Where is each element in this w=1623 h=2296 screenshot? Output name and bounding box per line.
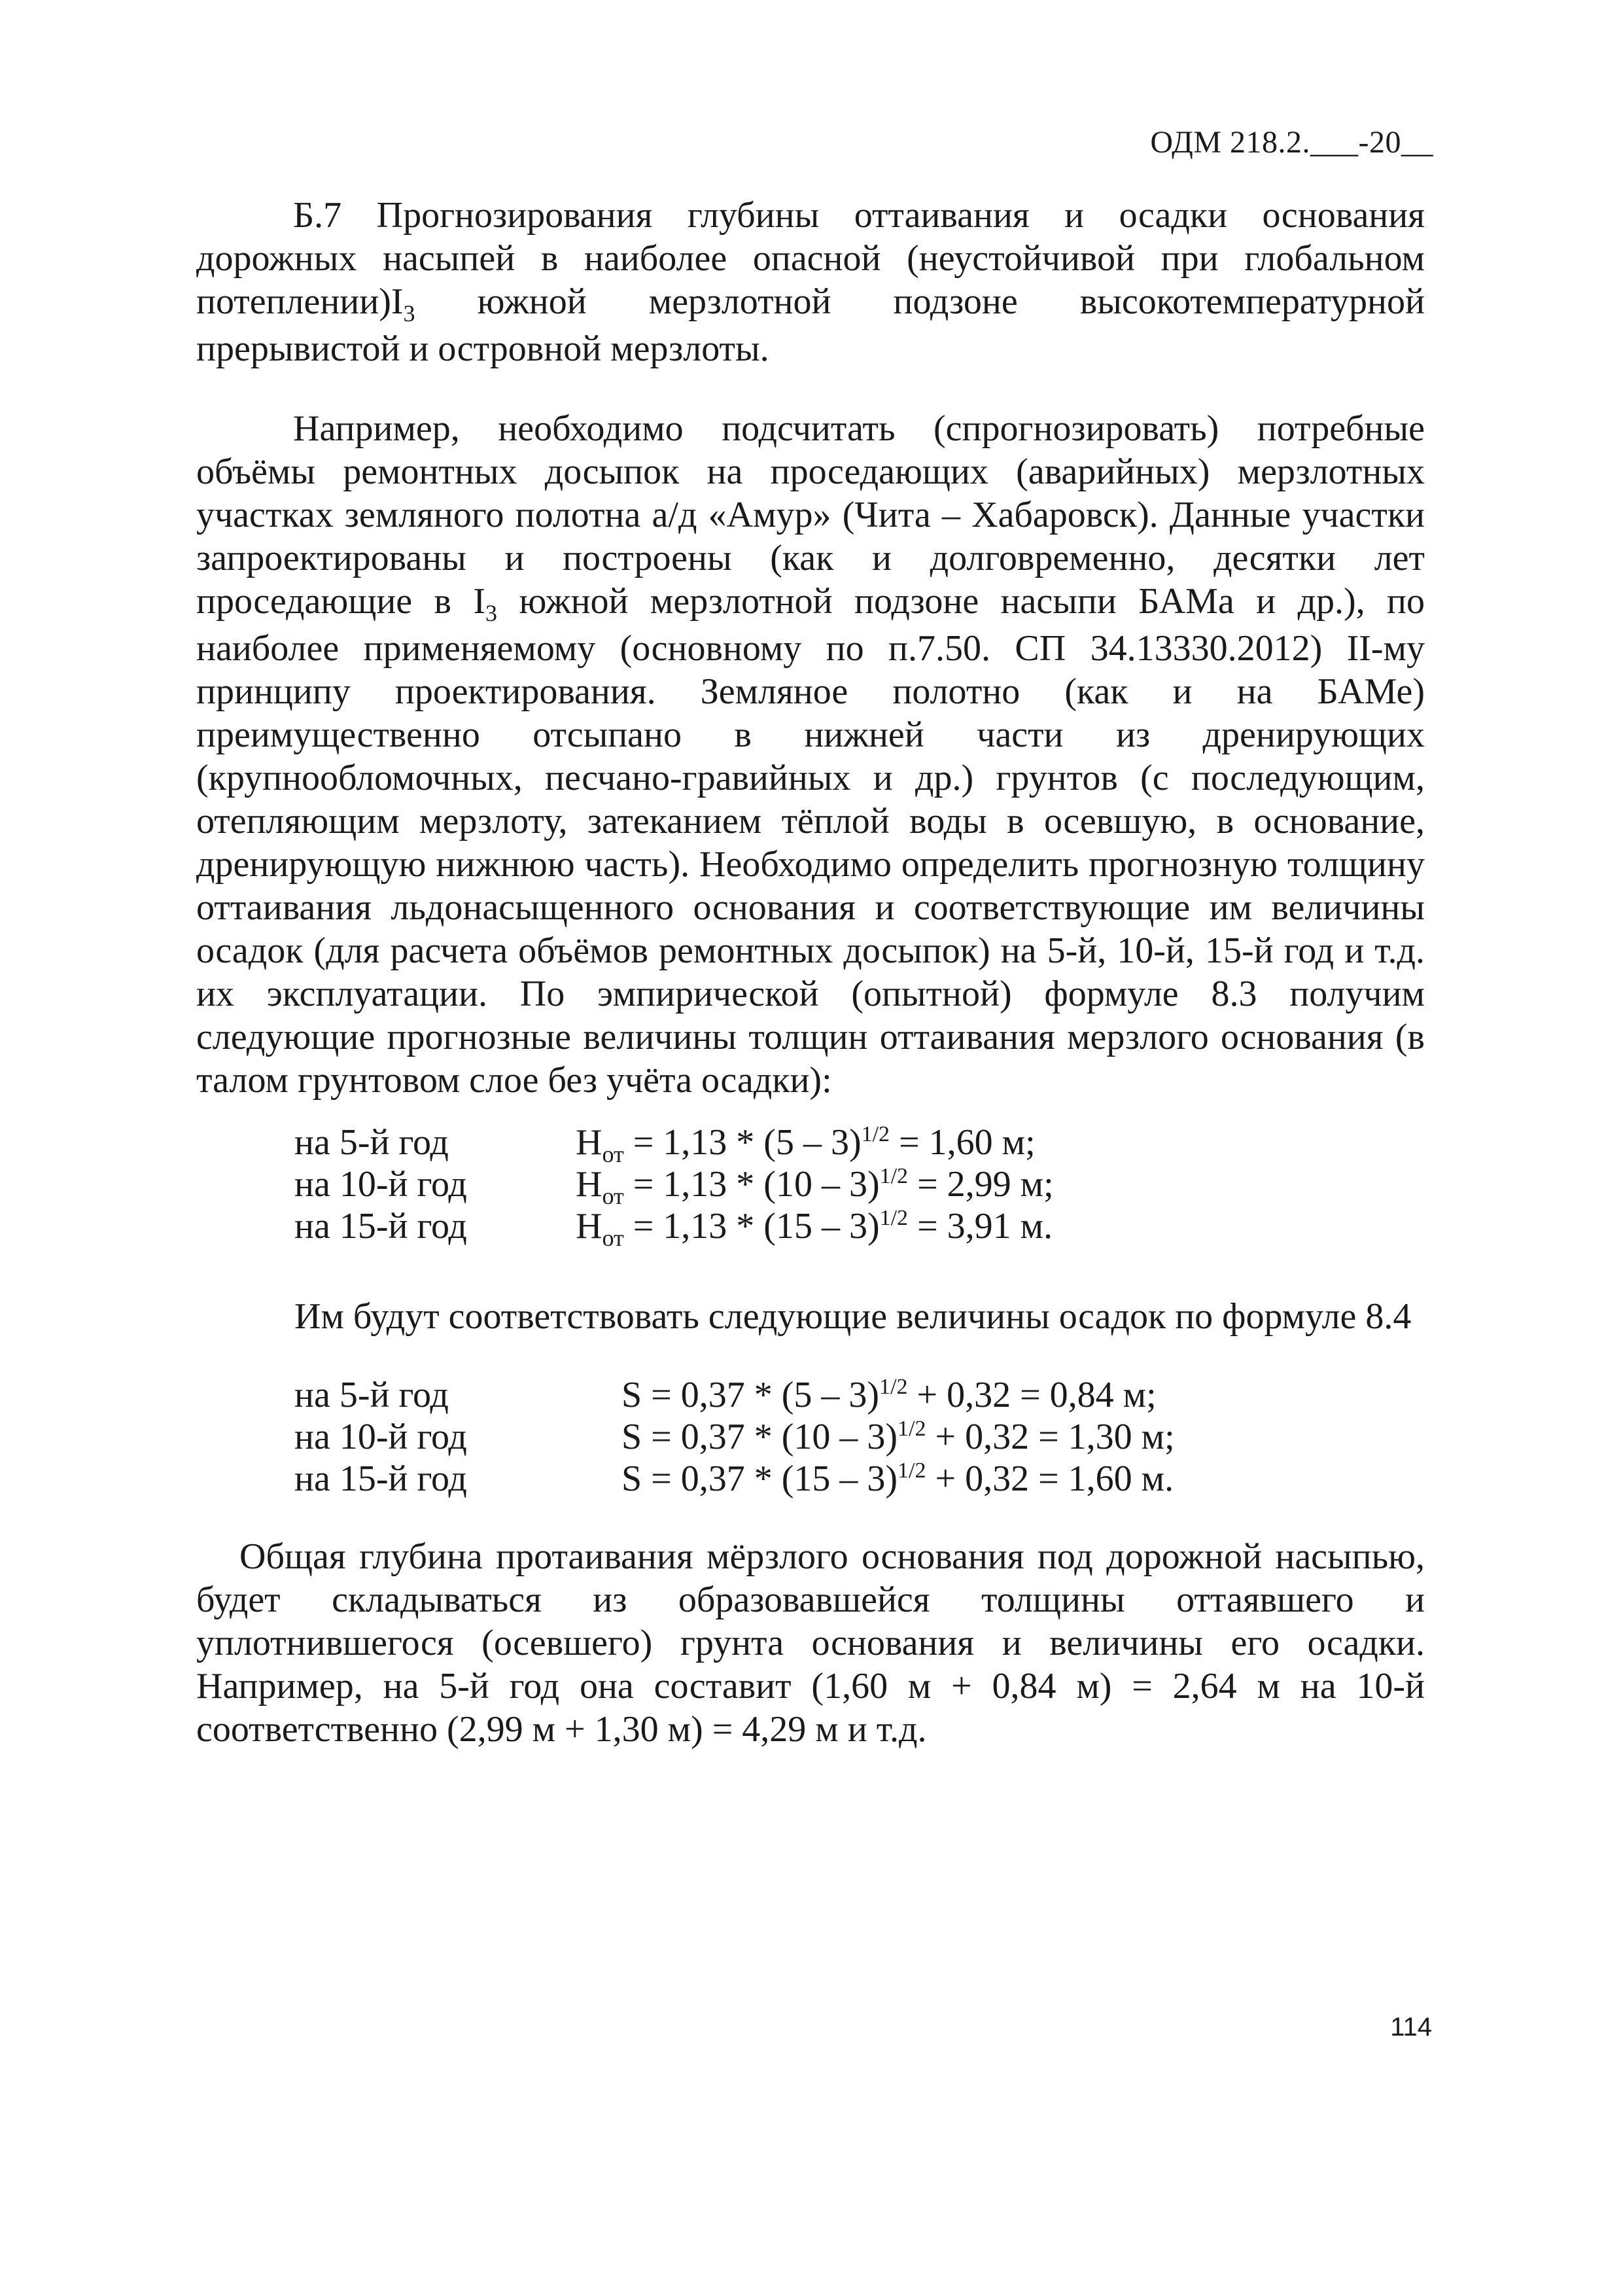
conclusion-text: Общая глубина протаивания мёрзлого основания под дорожной насыпью, будет складываться из образовавшейся толщины оттаявшего и уплотнившегося (осевшего) грунта основания и величины его осадки. Например, на 5-й год она составит (1,60 м + 0,84 м) = 2,64 м на 10-й соответственно (2,99 м + 1,30 м) = 4,29 м и т.д. bbox=[196, 1536, 1425, 1750]
document-code-header: ОДМ 218.2.___-20__ bbox=[1150, 125, 1433, 160]
year-label: на 15-й год bbox=[294, 1206, 467, 1246]
formula-var: H bbox=[576, 1122, 602, 1163]
formula-expr: = 1,13 * (15 – 3) bbox=[623, 1206, 880, 1246]
formula-power: 1/2 bbox=[898, 1458, 926, 1483]
settlement-formula bbox=[621, 1458, 1174, 1505]
year-label: на 15-й год bbox=[294, 1458, 467, 1499]
formula-var-subscript: от bbox=[602, 1225, 624, 1251]
formula-power: 1/2 bbox=[879, 1375, 908, 1399]
formula-var: H bbox=[576, 1164, 602, 1205]
formula-result: + 0,32 = 1,30 м; bbox=[926, 1417, 1175, 1457]
year-label: на 10-й год bbox=[294, 1164, 467, 1205]
formula-power: 1/2 bbox=[879, 1164, 909, 1188]
formula-result: = 3,91 м. bbox=[908, 1206, 1053, 1246]
formula-expr: S = 0,37 * (10 – 3) bbox=[621, 1417, 898, 1457]
formula-var-subscript: от bbox=[602, 1141, 624, 1167]
settlement-lead-text: Им будут соответствовать следующие величины осадок по формуле 8.4 bbox=[294, 1296, 1412, 1337]
formula-expr: = 1,13 * (5 – 3) bbox=[623, 1122, 862, 1163]
year-label: на 5-й год bbox=[294, 1375, 449, 1415]
settlement-formula bbox=[621, 1416, 1175, 1463]
formula-power: 1/2 bbox=[879, 1206, 909, 1230]
example-text-start: Например, необходимо подсчитать (спрогнозировать) потребные объёмы ремонтных досыпок на проседающих (аварийных) мерзлотных участках земляного полотна а/д «Амур» (Чита – Хабаровск). Данные участки запроектированы и построены (как и долговременно, десятки лет проседающие в I bbox=[196, 408, 1425, 622]
subzone-subscript: 3 bbox=[485, 600, 498, 626]
section-title-text-end: южной мерзлотной подзоне высокотемпературной прерывистой и островной мерзлоты. bbox=[196, 281, 1425, 369]
year-label: на 5-й год bbox=[294, 1122, 449, 1163]
formula-expr: S = 0,37 * (15 – 3) bbox=[621, 1458, 898, 1499]
formula-power: 1/2 bbox=[861, 1122, 890, 1146]
formula-expr: S = 0,37 * (5 – 3) bbox=[621, 1375, 880, 1415]
formula-result: + 0,32 = 0,84 м; bbox=[907, 1375, 1157, 1415]
example-text-end: южной мерзлотной подзоне насыпи БАМа и др.), по наиболее применяемому (основному по п.7.50. СП 34.13330.2012) II-му принципу проектирования. Земляное полотно (как и на БАМе) преимущественно отсыпано в нижней части из дренирующих (крупнообломочных, песчано-гравийных и др.) грунтов (с последующим, отепляющим мерзлоту, затеканием тёплой воды в осевшую, в основание, дренирующую нижнюю часть). Необходимо определить прогнозную толщину оттаивания льдонасыщенного основания и соответствующие им величины осадок (для расчета объёмов ремонтных досыпок) на 5-й, 10-й, 15-й год и т.д. их эксплуатации. По эмпирической (опытной) формуле 8.3 получим следующие прогнозные величины толщин оттаивания мерзлого основания (в талом грунтовом слое без учёта осадки): bbox=[196, 581, 1425, 1101]
formula-power: 1/2 bbox=[898, 1417, 926, 1441]
formula-result: + 0,32 = 1,60 м. bbox=[926, 1458, 1174, 1499]
subzone-subscript: 3 bbox=[403, 300, 415, 327]
thaw-formula bbox=[576, 1163, 1054, 1210]
conclusion-paragraph bbox=[196, 1535, 1425, 1751]
thaw-formula bbox=[576, 1122, 1036, 1169]
section-b7-title bbox=[196, 194, 1425, 370]
page-number: 114 bbox=[1390, 2013, 1432, 2041]
formula-result: = 1,60 м; bbox=[890, 1122, 1036, 1163]
thaw-formula bbox=[576, 1205, 1053, 1252]
formula-var-subscript: от bbox=[602, 1183, 624, 1209]
example-paragraph bbox=[196, 407, 1425, 1102]
year-label: на 10-й год bbox=[294, 1417, 467, 1457]
section-title-text: Б.7 Прогнозирования глубины оттаивания и осадки основания дорожных насыпей в наиболее опасной (неустойчивой при глобальном потеплении)I bbox=[196, 195, 1425, 322]
formula-expr: = 1,13 * (10 – 3) bbox=[623, 1164, 880, 1205]
formula-result: = 2,99 м; bbox=[908, 1164, 1054, 1205]
formula-var: H bbox=[576, 1206, 602, 1246]
settlement-formula bbox=[621, 1374, 1157, 1421]
